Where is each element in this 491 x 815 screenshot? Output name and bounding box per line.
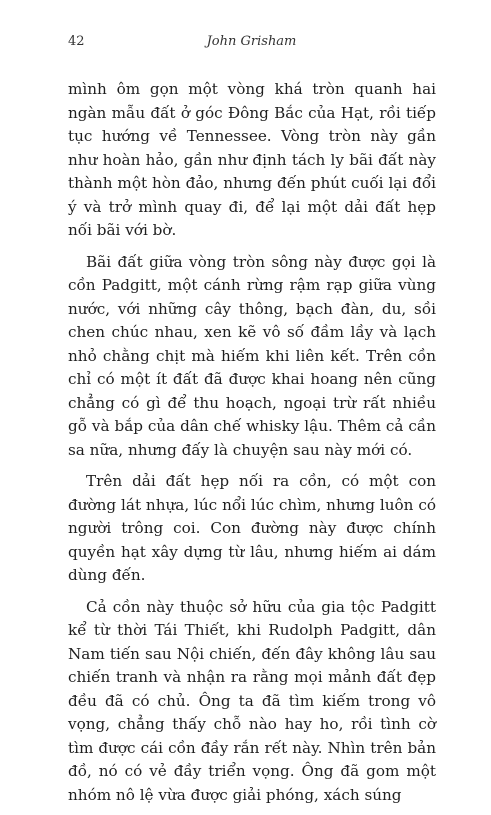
page-number: 42 xyxy=(68,34,85,49)
page-header xyxy=(68,34,435,54)
running-head-author: John Grisham xyxy=(206,34,297,49)
paragraph-3: Trên dải đất hẹp nối ra cồn, có một con đường lát nhựa, lúc nổi lúc chìm, nhưng luôn có người trông coi. Con đường này được chính quyền hạt xây dựng từ lâu, nhưng hiếm ai dám dùng đến. xyxy=(68,472,436,584)
paragraph-4: Cả cồn này thuộc sở hữu của gia tộc Padgitt kể từ thời Tái Thiết, khi Rudolph Padgitt, dân Nam tiến sau Nội chiến, đến đây không lâu sau chiến tranh và nhận ra rằng mọi mảnh đất đẹp đều đã có chủ. Ông ta đã tìm kiếm trong vô vọng, chẳng thấy chỗ nào hay ho, rồi tình cờ tìm được cái cồn đầy rắn rết này. Nhìn trên bản đồ, nó có vẻ đầy triển vọng. Ông đã gom một nhóm nô lệ vừa được giải phóng, xách súng xyxy=(68,597,436,804)
paragraph-2: Bãi đất giữa vòng tròn sông này được gọi là cồn Padgitt, một cánh rừng rậm rạp giữa vùng nước, với những cây thông, bạch đàn, du, sồi chen chúc nhau, xen kẽ vô số đầm lầy và lạch nhỏ chằng chịt mà hiếm khi liên kết. Trên cồn chỉ có một ít đất đã được khai hoang nên cũng chẳng có gì để thu hoạch, ngoại trừ rất nhiều gỗ và bắp của dân chế whisky lậu. Thêm cả cần sa nữa, nhưng đấy là chuyện sau này mới có. xyxy=(68,252,436,459)
body-text xyxy=(68,78,436,815)
paragraph-1: mình ôm gọn một vòng khá tròn quanh hai ngàn mẫu đất ở góc Đông Bắc của Hạt, rồi tiếp tục hướng về Tennessee. Vòng tròn này gần như hoàn hảo, gần như định tách ly bãi đất này thành một hòn đảo, nhưng đến phút cuối lại đổi ý và trở mình quay đi, để lại một dải đất hẹp nối bãi với bờ. xyxy=(68,80,436,239)
